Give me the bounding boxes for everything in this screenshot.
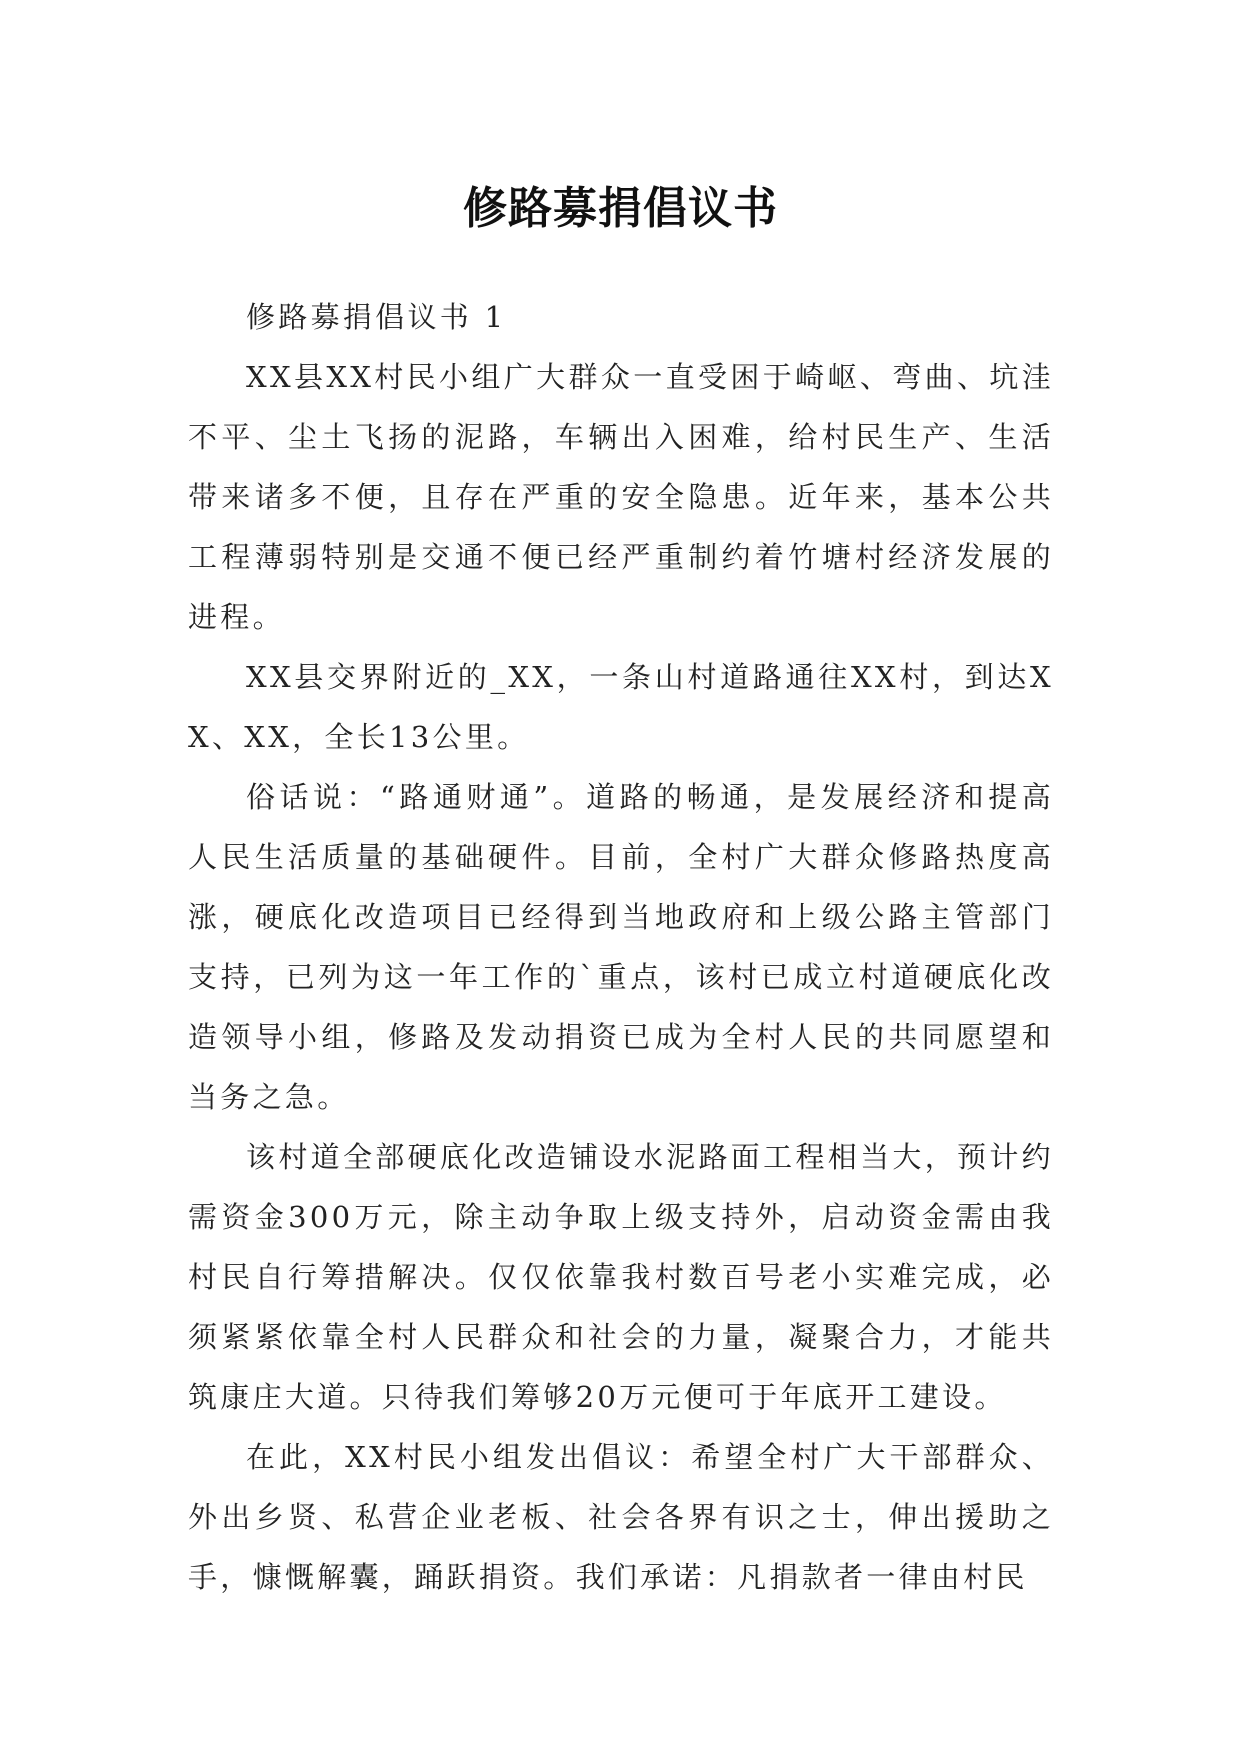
paragraph-3: 俗话说：“路通财通”。道路的畅通，是发展经济和提高人民生活质量的基础硬件。目前，全村广大群众修路热度高涨，硬底化改造项目已经得到当地政府和上级公路主管部门支持，已列为这一年工作的`重点，该村已成立村道硬底化改造领导小组，修路及发动捐资已成为全村人民的共同愿望和当务之急。: [188, 780, 1054, 1114]
paragraph-2: XX县交界附近的_XX，一条山村道路通往XX村，到达XX、XX，全长13公里。: [188, 660, 1054, 754]
section-heading: 修路募捐倡议书 1: [246, 300, 507, 334]
paragraph-1: XX县XX村民小组广大群众一直受困于崎岖、弯曲、坑洼不平、尘土飞扬的泥路，车辆出入困难，给村民生产、生活带来诸多不便，且存在严重的安全隐患。近年来，基本公共工程薄弱特别是交通不便已经严重制约着竹塘村经济发展的进程。: [188, 360, 1054, 634]
document-body: [188, 287, 1054, 1607]
paragraph-4: 该村道全部硬底化改造铺设水泥路面工程相当大，预计约需资金300万元，除主动争取上级支持外，启动资金需由我村民自行筹措解决。仅仅依靠我村数百号老小实难完成，必须紧紧依靠全村人民群众和社会的力量，凝聚合力，才能共筑康庄大道。只待我们筹够20万元便可于年底开工建设。: [188, 1140, 1054, 1414]
paragraph-5: 在此，XX村民小组发出倡议：希望全村广大干部群众、外出乡贤、私营企业老板、社会各界有识之士，伸出援助之手，慷慨解囊，踊跃捐资。我们承诺：凡捐款者一律由村民: [188, 1440, 1054, 1594]
document-title: 修路募捐倡议书: [463, 183, 778, 235]
